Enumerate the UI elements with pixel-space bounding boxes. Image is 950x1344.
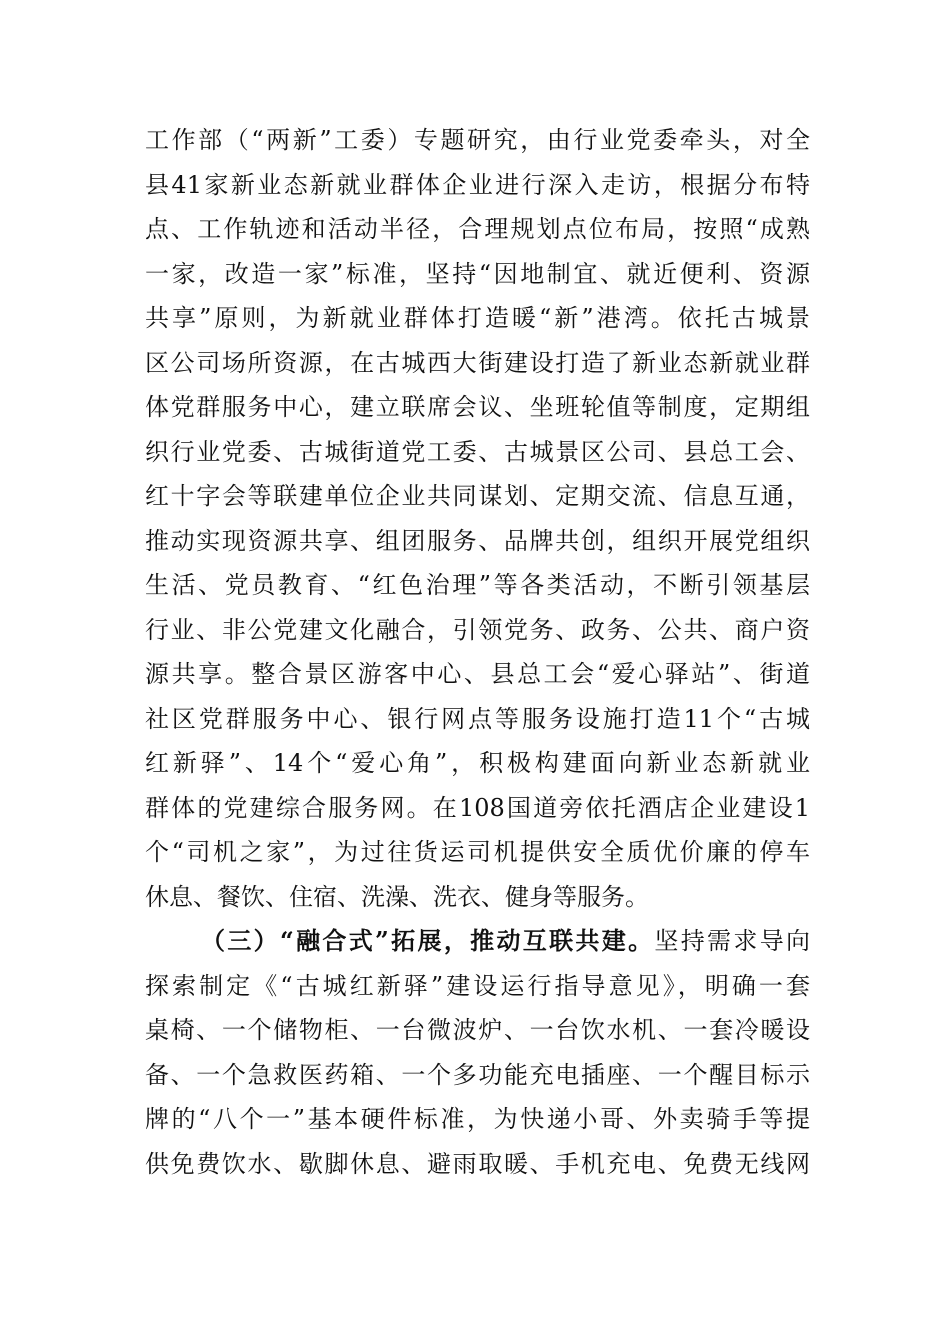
text-line: 县41家新业态新就业群体企业进行深入走访，根据分布特 [145,170,810,199]
text-line: 供免费饮水、歇脚休息、避雨取暖、手机充电、免费无线网 [145,1149,810,1178]
text-line: 点、工作轨迹和活动半径，合理规划点位布局，按照“成熟 [145,215,810,243]
text-line: 区公司场所资源，在古城西大街建设打造了新业态新就业群 [145,348,810,377]
text-line: 织行业党委、古城街道党工委、古城景区公司、县总工会、 [145,437,810,466]
text-line: 体党群服务中心，建立联席会议、坐班轮值等制度，定期组 [145,393,810,421]
text-line: 社区党群服务中心、银行网点等服务设施打造11个“古城 [145,704,810,733]
text-line: 一家，改造一家”标准，坚持“因地制宜、就近便利、资源 [145,259,810,288]
text-line: 个“司机之家”，为过往货运司机提供安全质优价廉的停车 [145,838,810,866]
section-heading: （三）“融合式”拓展，推动互联共建。 [201,926,655,955]
text-line: 共享”原则，为新就业群体打造暖“新”港湾。依托古城景 [145,304,810,332]
section-heading-line [145,919,810,964]
text-line: 桌椅、一个储物柜、一台微波炉、一台饮水机、一套冷暖设 [145,1016,810,1044]
text-line: 休息、餐饮、住宿、洗澡、洗衣、健身等服务。 [145,882,649,911]
text-line: 推动实现资源共享、组团服务、品牌共创，组织开展党组织 [145,526,810,555]
text-line: 探索制定《“古城红新驿”建设运行指导意见》，明确一套 [145,971,810,1000]
text-line: 红新驿”、14个“爱心角”，积极构建面向新业态新就业 [145,749,810,777]
text-line: 备、一个急救医药箱、一个多功能充电插座、一个醒目标示 [145,1060,810,1089]
text-line: 牌的“八个一”基本硬件标准，为快递小哥、外卖骑手等提 [145,1105,810,1133]
body-text [145,118,810,1186]
text-line: 群体的党建综合服务网。在108国道旁依托酒店企业建设1 [145,793,810,822]
text-line: 红十字会等联建单位企业共同谋划、定期交流、信息互通， [145,482,810,510]
text-line: 行业、非公党建文化融合，引领党务、政务、公共、商户资 [145,615,810,644]
text-line: 源共享。整合景区游客中心、县总工会“爱心驿站”、街道 [145,660,810,688]
text-line: 生活、党员教育、“红色治理”等各类活动，不断引领基层 [145,571,810,599]
text-line: 工作部（“两新”工委）专题研究，由行业党委牵头，对全 [145,126,810,154]
section-first-line-rest: 坚持需求导向 [654,927,811,955]
